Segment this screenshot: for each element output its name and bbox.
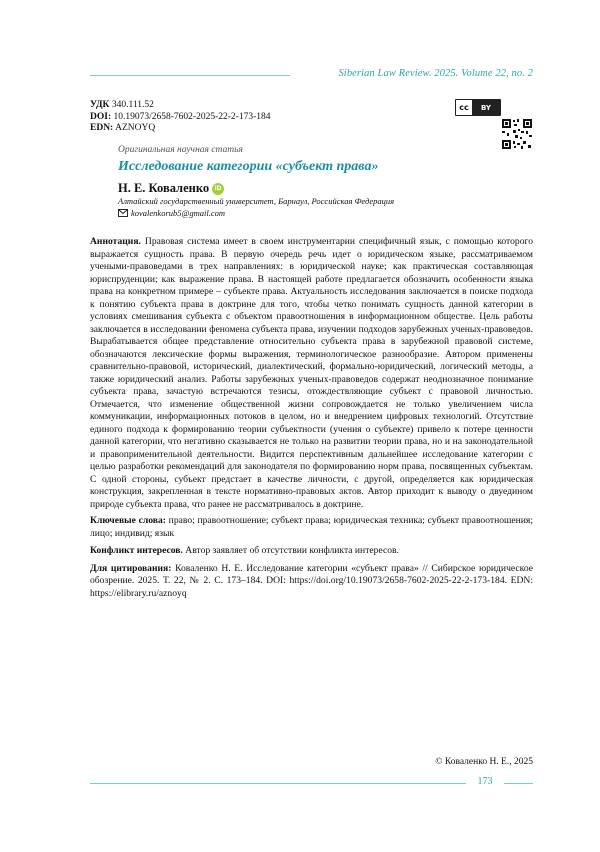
- orcid-icon[interactable]: iD: [212, 183, 224, 195]
- doi-value[interactable]: 10.19073/2658-7602-2025-22-2-173-184: [113, 111, 271, 122]
- cc-by-icon[interactable]: [455, 99, 501, 116]
- citation-label: Для цитирования:: [90, 562, 172, 574]
- footer-rule-left: [90, 783, 466, 784]
- edn-value: AZNOYQ: [115, 123, 156, 133]
- author-email[interactable]: kovalenkorub5@gmail.com: [131, 208, 225, 218]
- keywords: [90, 515, 533, 540]
- citation-text: Коваленко Н. Е. Исследование категории «субъект права» // Сибирское юридическое обозрение. 2025. Т. 22, № 2. С. 173–184. DOI: https://doi.org/10.19073/2658-7602-2025-22-2-173-184. EDN: https://elibrary.ru/aznoyq: [90, 562, 533, 599]
- abstract: [90, 236, 533, 511]
- envelope-icon: [118, 209, 128, 217]
- email-line: [118, 208, 225, 218]
- conflict-label: Конфликт интересов.: [90, 545, 183, 556]
- header-rule-left: [90, 75, 290, 76]
- affiliation: Алтайский государственный университет, Барнаул, Российская Федерация: [118, 196, 395, 206]
- author-line: [118, 181, 224, 196]
- edn-label: EDN:: [90, 123, 114, 133]
- by-label: BY: [480, 103, 492, 112]
- abstract-text: Правовая система имеет в своем инструментарии специфичный язык, с помощью которого выражается сущность права. В первую очередь речь идет о юридическом языке, рассматриваемом учеными-правоведами в трех направлениях: в юридической науке; как практическая составляющая юриспруденции; как выражение права. В настоящей работе предлагается обозначить особенности языка права на конкретном примере – субъекте права. Актуальность исследования заключается в поиске подхода к понятию субъекта права в доктрине для того, чтобы четко понимать сущность данной категории в условиях смешивания субъекта с объектом правоотношения в информационном обществе. Цель работы заключается в исследовании феномена субъекта права, изучении подходов зарубежных ученых-правоведов. Вырабатывается общее представление относительно субъекта права в зарубежной правовой системе, обозначаются лексические формы выражения, терминологическое разнообразие. Автором применены сравнительно-правовой, исторический, диалектический, формально-юридический, логический методы, а также юридический анализ. Работы зарубежных ученых-правоведов содержат неоднозначное понимание субъекта права, зачастую встречаются тезисы, отождествляющие субъект с правовой личностью. Отмечается, что изменение общественной жизни сопровождается не только увеличением числа коммуникации, информационных потоков в целом, но и внедрением цифровых технологий. Отсутствие единого подхода к формированию теории субъектности (учения о субъекте) привело к потере ценности данной категории, что негативно сказывается не только на развитии теории права, но и на законодательной и правоприменительной деятельности. Видится перспективным дальнейшее исследование категории с целью разработки рекомендаций для законодателя по формированию норм права, посвященных субъектам. С одной стороны, субъект предстает в качестве личности, с другой, определяется как юридическая конструкция, закрепленная в тексте нормативно-правовых актов. Автор приходит к выводу о двуедином природе субъекта права, что ранее не рассматривалось в доктрине.: [90, 236, 533, 510]
- keywords-label: Ключевые слова:: [90, 515, 166, 526]
- conflict: [90, 545, 533, 558]
- article-type: Оригинальная научная статья: [118, 145, 243, 155]
- abstract-label: Аннотация.: [90, 236, 141, 247]
- doi-label: DOI:: [90, 111, 112, 122]
- article-meta: [90, 100, 271, 135]
- cc-label: cc: [456, 100, 472, 115]
- citation: [90, 563, 533, 601]
- udk-label: УДК: [90, 100, 110, 110]
- page-number: 173: [477, 776, 493, 787]
- copyright: © Коваленко Н. Е., 2025: [435, 757, 533, 767]
- keywords-text: право; правоотношение; субъект права; юридическая техника; субъект правоотношения; лицо; индивид; язык: [90, 515, 533, 539]
- conflict-text: Автор заявляет об отсутствии конфликта интересов.: [182, 545, 399, 556]
- author-name: Н. Е. Коваленко: [118, 181, 210, 195]
- footer-rule-right: [504, 783, 533, 784]
- udk-value: 340.111.52: [111, 100, 154, 110]
- qr-code-icon: [501, 118, 533, 150]
- article-title: Исследование категории «субъект права»: [118, 159, 379, 174]
- journal-title: Siberian Law Review. 2025. Volume 22, no. 2: [338, 68, 533, 79]
- article-body: [90, 236, 533, 604]
